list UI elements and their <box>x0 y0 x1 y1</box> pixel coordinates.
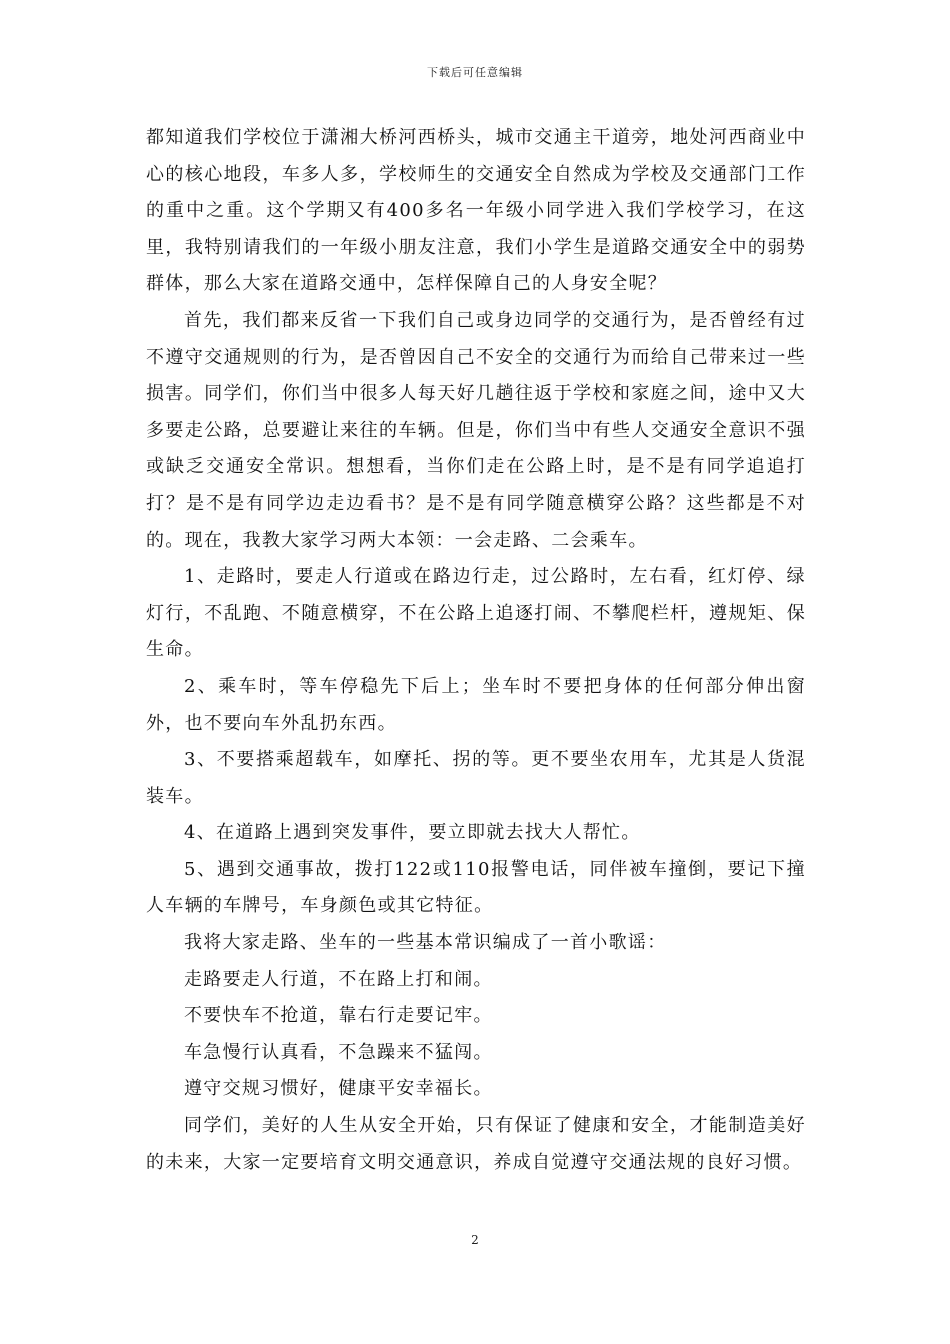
page-header: 下载后可任意编辑 <box>427 66 523 79</box>
rule-item-4: 4、在道路上遇到突发事件，要立即就去找大人帮忙。 <box>184 822 641 844</box>
rule-item-3: 3、不要搭乘超载车，如摩托、拐的等。更不要坐农用车，尤其是人货混装车。 <box>146 749 806 807</box>
paragraph-intro: 都知道我们学校位于潇湘大桥河西桥头，城市交通主干道旁，地处河西商业中心的核心地段，车多人多，学校师生的交通安全自然成为学校及交通部门工作的重中之重。这个学期又有400多名一年级小同学进入我们学校学习，在这里，我特别请我们的一年级小朋友注意，我们小学生是道路交通安全中的弱势群体，那么大家在道路交通中，怎样保障自己的人身安全呢？ <box>146 127 806 295</box>
rule-item-2: 2、乘车时，等车停稳先下后上；坐车时不要把身体的任何部分伸出窗外，也不要向车外乱扔东西。 <box>146 675 806 734</box>
song-line-2: 不要快车不抢道，靠右行走要记牢。 <box>184 1005 493 1027</box>
song-line-1: 走路要走人行道，不在路上打和闹。 <box>184 968 493 990</box>
paragraph-first: 首先，我们都来反省一下我们自己或身边同学的交通行为，是否曾经有过不遵守交通规则的行为，是否曾因自己不安全的交通行为而给自己带来过一些损害。同学们，你们当中很多人每天好几趟往返于学校和家庭之间，途中又大多要走公路，总要避让来往的车辆。但是，你们当中有些人交通安全意识不强或缺乏交通安全常识。想想看，当你们走在公路上时，是不是有同学追追打打？是不是有同学边走边看书？是不是有同学随意横穿公路？这些都是不对的。现在，我教大家学习两大本领：一会走路、二会乘车。 <box>146 309 806 551</box>
song-line-4: 遵守交规习惯好，健康平安幸福长。 <box>184 1078 493 1100</box>
page-number: 2 <box>471 1233 479 1247</box>
paragraph-closing: 同学们，美好的人生从安全开始，只有保证了健康和安全，才能制造美好的未来，大家一定要培育文明交通意识，养成自觉遵守交通法规的良好习惯。 <box>146 1115 806 1173</box>
rule-item-5: 5、遇到交通事故，拨打122或110报警电话，同伴被车撞倒，要记下撞人车辆的车牌号，车身颜色或其它特征。 <box>146 858 806 917</box>
song-line-3: 车急慢行认真看，不急躁来不猛闯。 <box>184 1041 493 1063</box>
song-intro: 我将大家走路、坐车的一些基本常识编成了一首小歌谣： <box>184 932 667 954</box>
rule-item-1: 1、走路时，要走人行道或在路边行走，过公路时，左右看，红灯停、绿灯行，不乱跑、不随意横穿，不在公路上追逐打闹、不攀爬栏杆，遵规矩、保生命。 <box>146 566 806 661</box>
document-body <box>146 120 806 1181</box>
